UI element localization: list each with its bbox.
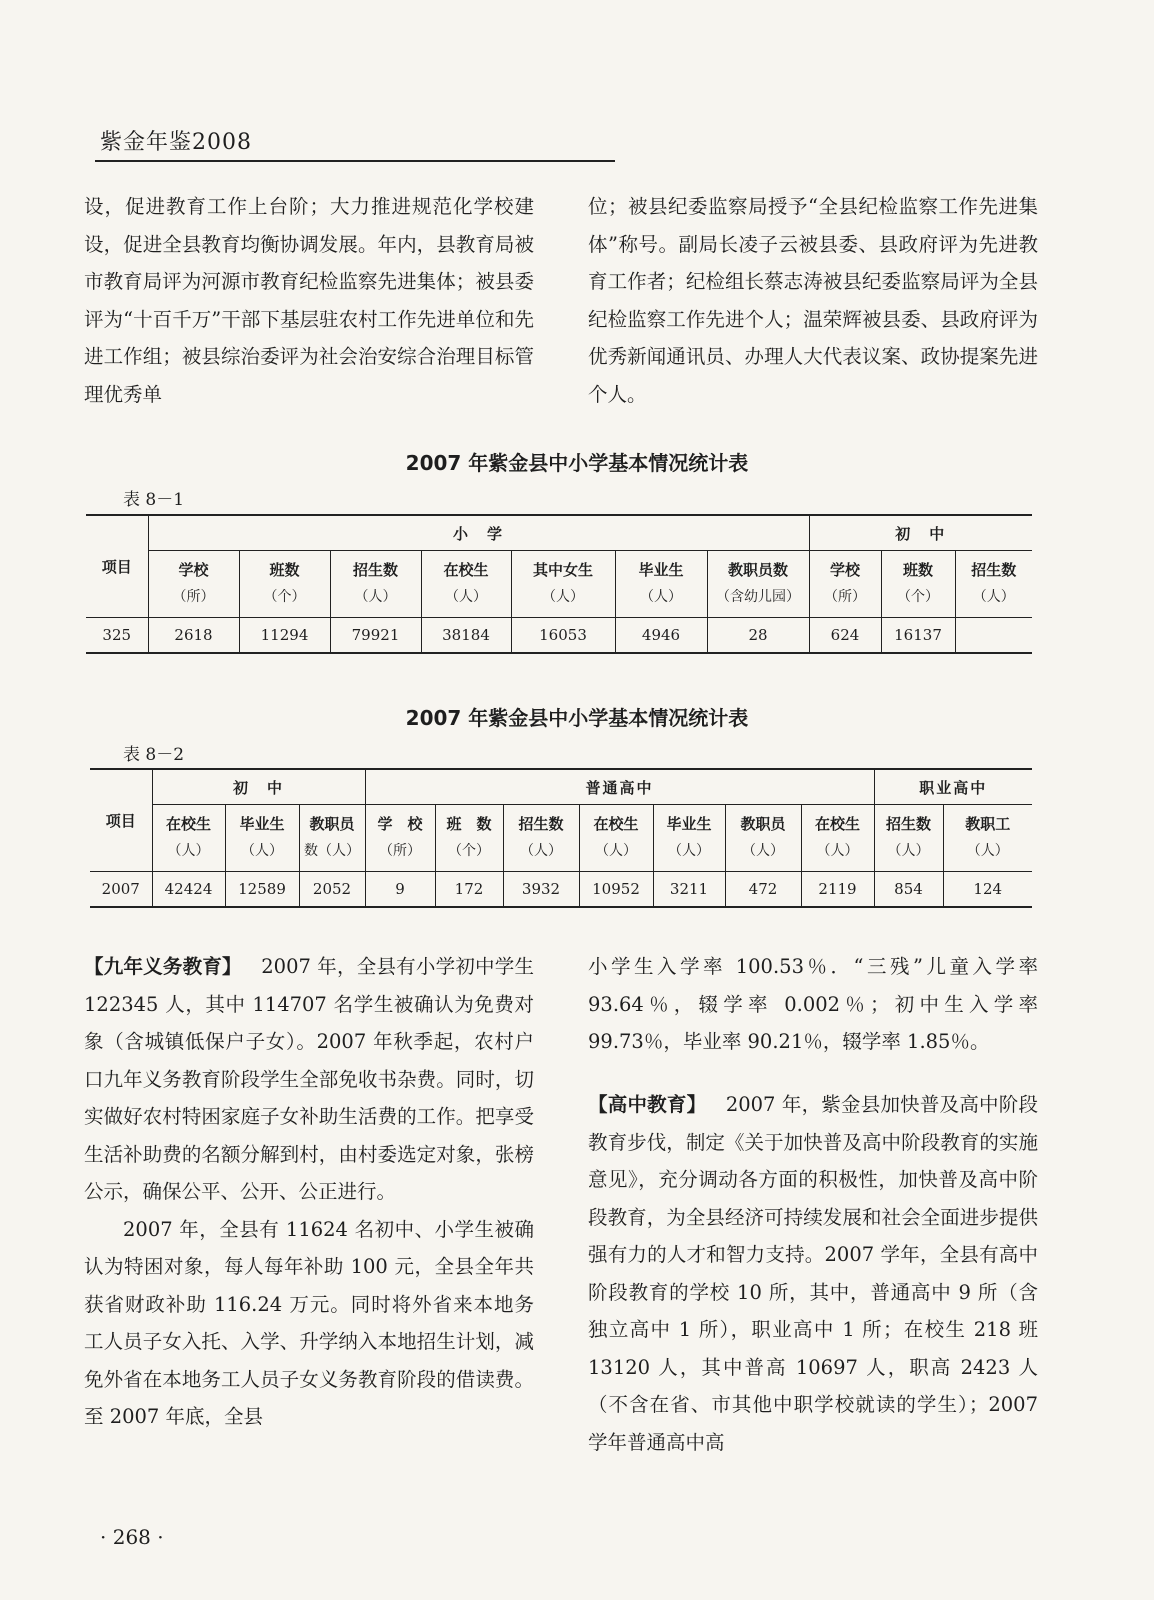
top-left-column: [84, 188, 534, 413]
page-number: · 268 ·: [100, 1525, 164, 1549]
table2-col-header: 招生数 （人）: [503, 805, 579, 872]
table2-col-header: 在校生 （人）: [152, 805, 225, 872]
high-school-education-para: 【高中教育】 2007 年，紫金县加快普及高中阶段教育步伐，制定《关于加快普及高中阶段教育的实施意见》，充分调动各方面的积极性，加快普及高中阶段教育，为全县经济可持续发展和社会全面进步提供强有力的人才和智力支持。2007 学年，全县有高中阶段教育的学校 10 所，其中，普通高中 9 所（含独立高中 1 所），职业高中 1 所；在校生 218 班 13120 人，其中普高 10697 人，职高 2423 人（不含在省、市其他中职学校就读的学生）；2007 学年普通高中高: [588, 1093, 1038, 1454]
table2: [90, 768, 1032, 908]
table-row: [86, 618, 1032, 654]
table-cell: 472: [725, 872, 801, 908]
table-cell-empty: [955, 618, 1032, 654]
compulsory-education-continued: 小学生入学率 100.53％．“三残”儿童入学率 93.64％，辍学率 0.002％；初中生入学率 99.73％，毕业率 90.21％，辍学率 1.85％。: [588, 955, 1038, 1053]
table-cell: 12589: [225, 872, 299, 908]
table-cell: 3932: [503, 872, 579, 908]
table2-title: 2007 年紫金县中小学基本情况统计表: [405, 706, 749, 730]
table2-col-header: 在校生 （人）: [579, 805, 653, 872]
table-cell: 9: [365, 872, 435, 908]
table-row: [90, 872, 1032, 908]
table1-col-header: 班数 （个）: [239, 551, 330, 618]
table-cell: 325: [86, 618, 148, 654]
table1-col-header: 在校生 （人）: [421, 551, 511, 618]
table-cell: 79921: [330, 618, 421, 654]
table-cell: 854: [874, 872, 943, 908]
table2-col-header: 在校生 （人）: [801, 805, 874, 872]
table2-label: 表 8－2: [123, 745, 185, 765]
table-cell: 42424: [152, 872, 225, 908]
table-cell: 16053: [511, 618, 615, 654]
table2-col-header: 学 校 （所）: [365, 805, 435, 872]
table-cell: 4946: [615, 618, 707, 654]
running-header: 紫金年鉴2008: [100, 130, 252, 155]
compulsory-education-para2: 2007 年，全县有 11624 名初中、小学生被确认为特困对象，每人每年补助 100 元，全县全年共获省财政补助 116.24 万元。同时将外省来本地务工人员子女入托、入学、升学纳入本地招生计划，减免外省在本地务工人员子女义务教育阶段的借读费。至 2007 年底，全县: [84, 1217, 534, 1428]
table2-group-junior: 初 中: [152, 769, 365, 805]
bottom-right-column-top: [588, 948, 1038, 1061]
table1-col-header: 招生数 （人）: [330, 551, 421, 618]
section-label: 【高中教育】: [588, 1093, 707, 1116]
table2-col-header: 教职员 （人）: [725, 805, 801, 872]
header-rule: [95, 160, 615, 162]
table-cell: 2119: [801, 872, 874, 908]
table1-col-header: 学校 （所）: [809, 551, 881, 618]
table2-group-senior: 普通高中: [365, 769, 874, 805]
table-cell: 11294: [239, 618, 330, 654]
table1-col-header: 毕业生 （人）: [615, 551, 707, 618]
table1-col-header: 招生数 （人）: [955, 551, 1032, 618]
table1-col-header: 其中女生 （人）: [511, 551, 615, 618]
table-cell: 28: [707, 618, 809, 654]
table1-col-header: 班数 （个）: [881, 551, 955, 618]
table2-col-header: 毕业生 （人）: [225, 805, 299, 872]
table1-project-header: 项目: [101, 558, 132, 576]
table2-col-header: 教职员 数（人）: [299, 805, 365, 872]
bottom-right-column: [588, 1086, 1038, 1461]
table1: [86, 514, 1032, 654]
table1-col-header: 教职员数 （含幼儿园）: [707, 551, 809, 618]
table2-project-header: 项目: [105, 812, 136, 830]
top-right-text: 位；被县纪委监察局授予“全县纪检监察工作先进集体”称号。副局长凌子云被县委、县政府评为先进教育工作者；纪检组长蔡志涛被县纪委监察局评为全县纪检监察工作先进个人；温荣辉被县委、县政府评为优秀新闻通讯员、办理人大代表议案、政协提案先进个人。: [588, 195, 1038, 406]
table-cell: 624: [809, 618, 881, 654]
table1-label: 表 8－1: [123, 490, 185, 510]
table2-col-header: 招生数 （人）: [874, 805, 943, 872]
table-cell: 2007: [90, 872, 152, 908]
table-cell: 2618: [148, 618, 239, 654]
table1-group-junior: 初 中: [809, 515, 1032, 551]
top-right-column: [588, 188, 1038, 413]
table1-col-header: 学校 （所）: [148, 551, 239, 618]
table-cell: 10952: [579, 872, 653, 908]
table2-col-header: 班 数 （个）: [435, 805, 503, 872]
table-cell: 38184: [421, 618, 511, 654]
bottom-left-column: [84, 948, 534, 1436]
compulsory-education-para1: 【九年义务教育】 2007 年，全县有小学初中学生 122345 人，其中 114707 名学生被确认为免费对象（含城镇低保户子女）。2007 年秋季起，农村户口九年义务教育阶段学生全部免收书杂费。同时，切实做好农村特困家庭子女补助生活费的工作。把享受生活补助费的名额分解到村，由村委选定对象，张榜公示，确保公平、公开、公正进行。: [84, 955, 534, 1203]
table2-col-header: 教职工 （人）: [943, 805, 1032, 872]
table-cell: 3211: [653, 872, 725, 908]
section-label: 【九年义务教育】: [84, 955, 242, 978]
table-cell: 2052: [299, 872, 365, 908]
table-cell: 172: [435, 872, 503, 908]
table1-title: 2007 年紫金县中小学基本情况统计表: [405, 451, 749, 475]
table1-group-primary: 小 学: [148, 515, 809, 551]
table2-col-header: 毕业生 （人）: [653, 805, 725, 872]
table2-group-vocational: 职业高中: [874, 769, 1032, 805]
table-cell: 124: [943, 872, 1032, 908]
table-cell: 16137: [881, 618, 955, 654]
top-left-text: 设，促进教育工作上台阶；大力推进规范化学校建设，促进全县教育均衡协调发展。年内，县教育局被市教育局评为河源市教育纪检监察先进集体；被县委评为“十百千万”干部下基层驻农村工作先进单位和先进工作组；被县综治委评为社会治安综合治理目标管理优秀单: [84, 195, 534, 406]
